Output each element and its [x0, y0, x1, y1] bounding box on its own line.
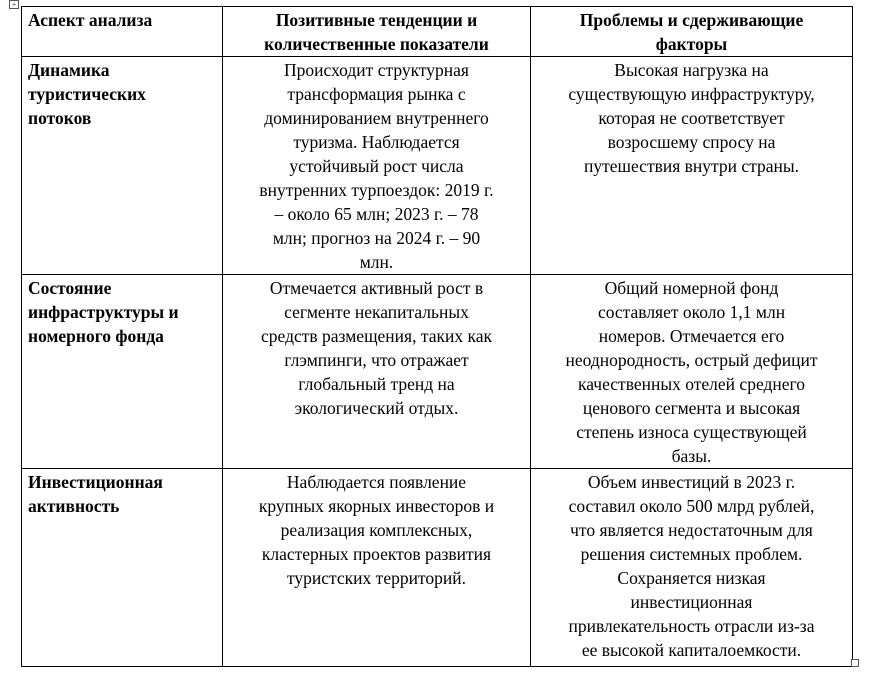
aspect-cell: Динамика туристических потоков [22, 57, 223, 275]
header-positive: Позитивные тенденции и количественные показатели [223, 7, 531, 57]
table-header-row [22, 7, 853, 57]
table-row [22, 469, 853, 667]
positive-cell: Отмечается активный рост в сегменте некапитальных средств размещения, таких как глэмпинги, что отражает глобальный тренд на экологический отдых. [223, 275, 531, 469]
positive-cell: Наблюдается появление крупных якорных инвесторов и реализация комплексных, кластерных проектов развития туристских территорий. [223, 469, 531, 667]
analysis-table [21, 6, 853, 667]
table-resize-handle-icon[interactable] [851, 659, 859, 667]
aspect-cell: Инвестиционная активность [22, 469, 223, 667]
header-aspect: Аспект анализа [22, 7, 223, 57]
header-problems: Проблемы и сдерживающие факторы [531, 7, 853, 57]
positive-cell: Происходит структурная трансформация рынка с доминированием внутреннего туризма. Наблюдается устойчивый рост числа внутренних турпоездок: 2019 г. – около 65 млн; 2023 г. – 78 млн; прогноз на 2024 г. – 90 млн. [223, 57, 531, 275]
aspect-cell: Состояние инфраструктуры и номерного фонда [22, 275, 223, 469]
table-row [22, 57, 853, 275]
problems-cell: Общий номерной фонд составляет около 1,1 млн номеров. Отмечается его неоднородность, острый дефицит качественных отелей среднего ценового сегмента и высокая степень износа существующей базы. [531, 275, 853, 469]
table-move-handle-icon[interactable]: + [9, 0, 19, 9]
table-row [22, 275, 853, 469]
problems-cell: Высокая нагрузка на существующую инфраструктуру, которая не соответствует возросшему спросу на путешествия внутри страны. [531, 57, 853, 275]
problems-cell: Объем инвестиций в 2023 г. составил около 500 млрд рублей, что является недостаточным для решения системных проблем. Сохраняется низкая инвестиционная привлекательность отрасли из-за ее высокой капиталоемкости. [531, 469, 853, 667]
